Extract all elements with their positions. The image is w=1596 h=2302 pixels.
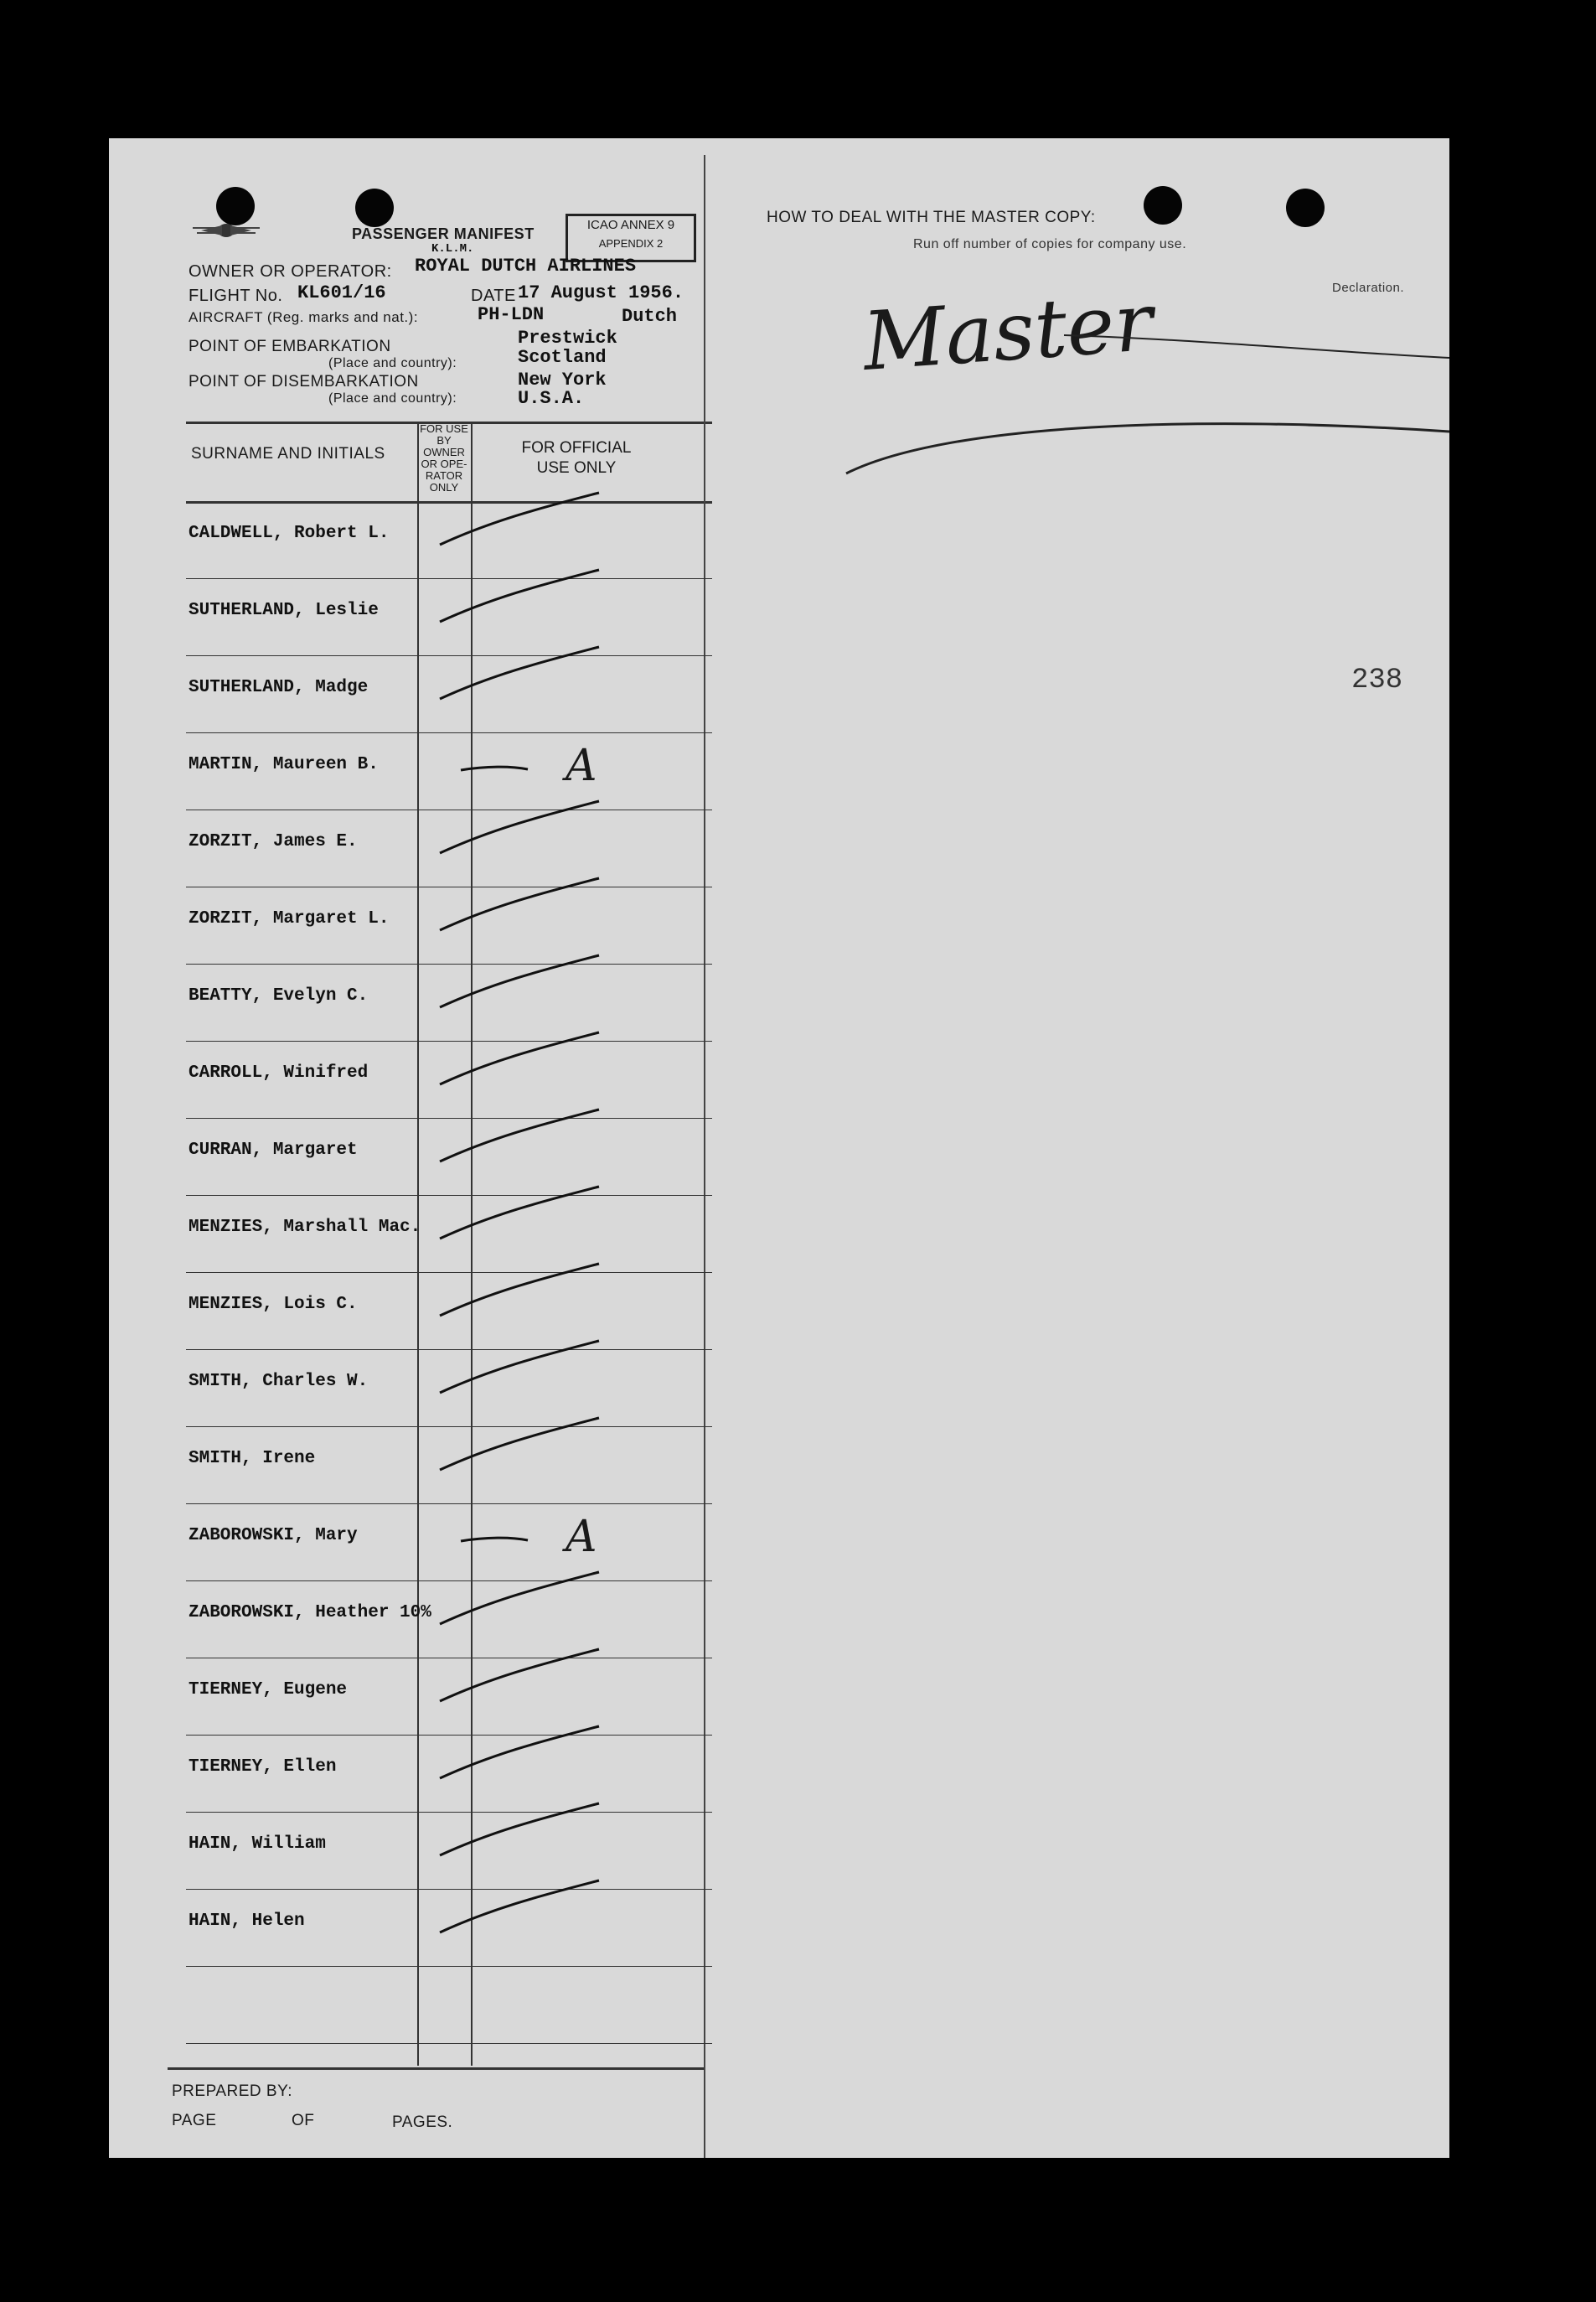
master-signature: Master: [860, 275, 1156, 389]
disembark-value-2: U.S.A.: [518, 388, 585, 409]
disembark-label: POINT OF DISEMBARKATION: [189, 373, 419, 391]
col-official: FOR OFFICIAL USE ONLY: [521, 439, 632, 477]
passenger-name: ZORZIT, James E.: [189, 832, 358, 851]
embark-sub: (Place and country):: [328, 356, 457, 370]
manifest-sheet: [109, 138, 1449, 2158]
master-copy-heading: HOW TO DEAL WITH THE MASTER COPY:: [767, 209, 1096, 226]
signature-strokes: [109, 138, 1449, 2158]
owner-label: OWNER OR OPERATOR:: [189, 262, 392, 281]
aircraft-nat: Dutch: [622, 306, 678, 327]
date-value: 17 August 1956.: [518, 282, 684, 303]
pages-label: PAGES.: [392, 2113, 453, 2131]
passenger-name: SMITH, Irene: [189, 1449, 316, 1468]
passenger-name: MENZIES, Marshall Mac.: [189, 1218, 421, 1237]
of-label: OF: [292, 2112, 315, 2129]
passenger-name: BEATTY, Evelyn C.: [189, 986, 369, 1006]
passenger-name: ZORZIT, Margaret L.: [189, 909, 390, 929]
icao-annex: ICAO ANNEX 9: [586, 218, 675, 232]
icao-appendix: APPENDIX 2: [598, 237, 664, 250]
embark-label: POINT OF EMBARKATION: [189, 338, 391, 355]
disembark-value-1: New York: [518, 370, 607, 391]
master-copy-line3: Declaration.: [1332, 281, 1405, 295]
page-number: 238: [1351, 665, 1403, 696]
passenger-name: SMITH, Charles W.: [189, 1372, 369, 1391]
embark-value-2: Scotland: [518, 347, 607, 368]
passenger-name: ZABOROWSKI, Mary: [189, 1526, 358, 1545]
official-mark-letter: A: [566, 1512, 597, 1562]
passenger-name: MENZIES, Lois C.: [189, 1295, 358, 1314]
passenger-name: MARTIN, Maureen B.: [189, 755, 379, 774]
passenger-name: CURRAN, Margaret: [189, 1141, 358, 1160]
form-title: PASSENGER MANIFEST: [352, 225, 535, 242]
prepared-by: PREPARED BY:: [172, 2082, 292, 2100]
date-label: DATE: [471, 287, 516, 305]
passenger-name: TIERNEY, Eugene: [189, 1680, 348, 1699]
aircraft-value: PH-LDN: [478, 304, 545, 325]
master-copy-line2: Run off number of copies for company use.: [913, 237, 1187, 251]
col-surname: SURNAME AND INITIALS: [191, 445, 385, 463]
owner-value: ROYAL DUTCH AIRLINES: [415, 256, 637, 277]
passenger-name: HAIN, William: [189, 1834, 326, 1854]
embark-value-1: Prestwick: [518, 328, 617, 349]
page-label: PAGE: [172, 2112, 217, 2129]
passenger-name: TIERNEY, Ellen: [189, 1757, 337, 1777]
passenger-name: ZABOROWSKI, Heather 10%: [189, 1603, 431, 1622]
passenger-name: HAIN, Helen: [189, 1911, 305, 1931]
flight-label: FLIGHT No.: [189, 287, 283, 305]
passenger-name: CALDWELL, Robert L.: [189, 524, 390, 543]
aircraft-label: AIRCRAFT (Reg. marks and nat.):: [189, 309, 419, 325]
official-mark-letter: A: [566, 741, 597, 791]
passenger-name: SUTHERLAND, Leslie: [189, 601, 379, 620]
flight-value: KL601/16: [297, 282, 386, 303]
passenger-name: SUTHERLAND, Madge: [189, 678, 369, 697]
disembark-sub: (Place and country):: [328, 391, 457, 406]
passenger-name: CARROLL, Winifred: [189, 1063, 369, 1083]
owner-small: K.L.M.: [431, 242, 474, 256]
col-owner: FOR USE BY OWNER OR OPE-RATOR ONLY: [420, 422, 468, 494]
